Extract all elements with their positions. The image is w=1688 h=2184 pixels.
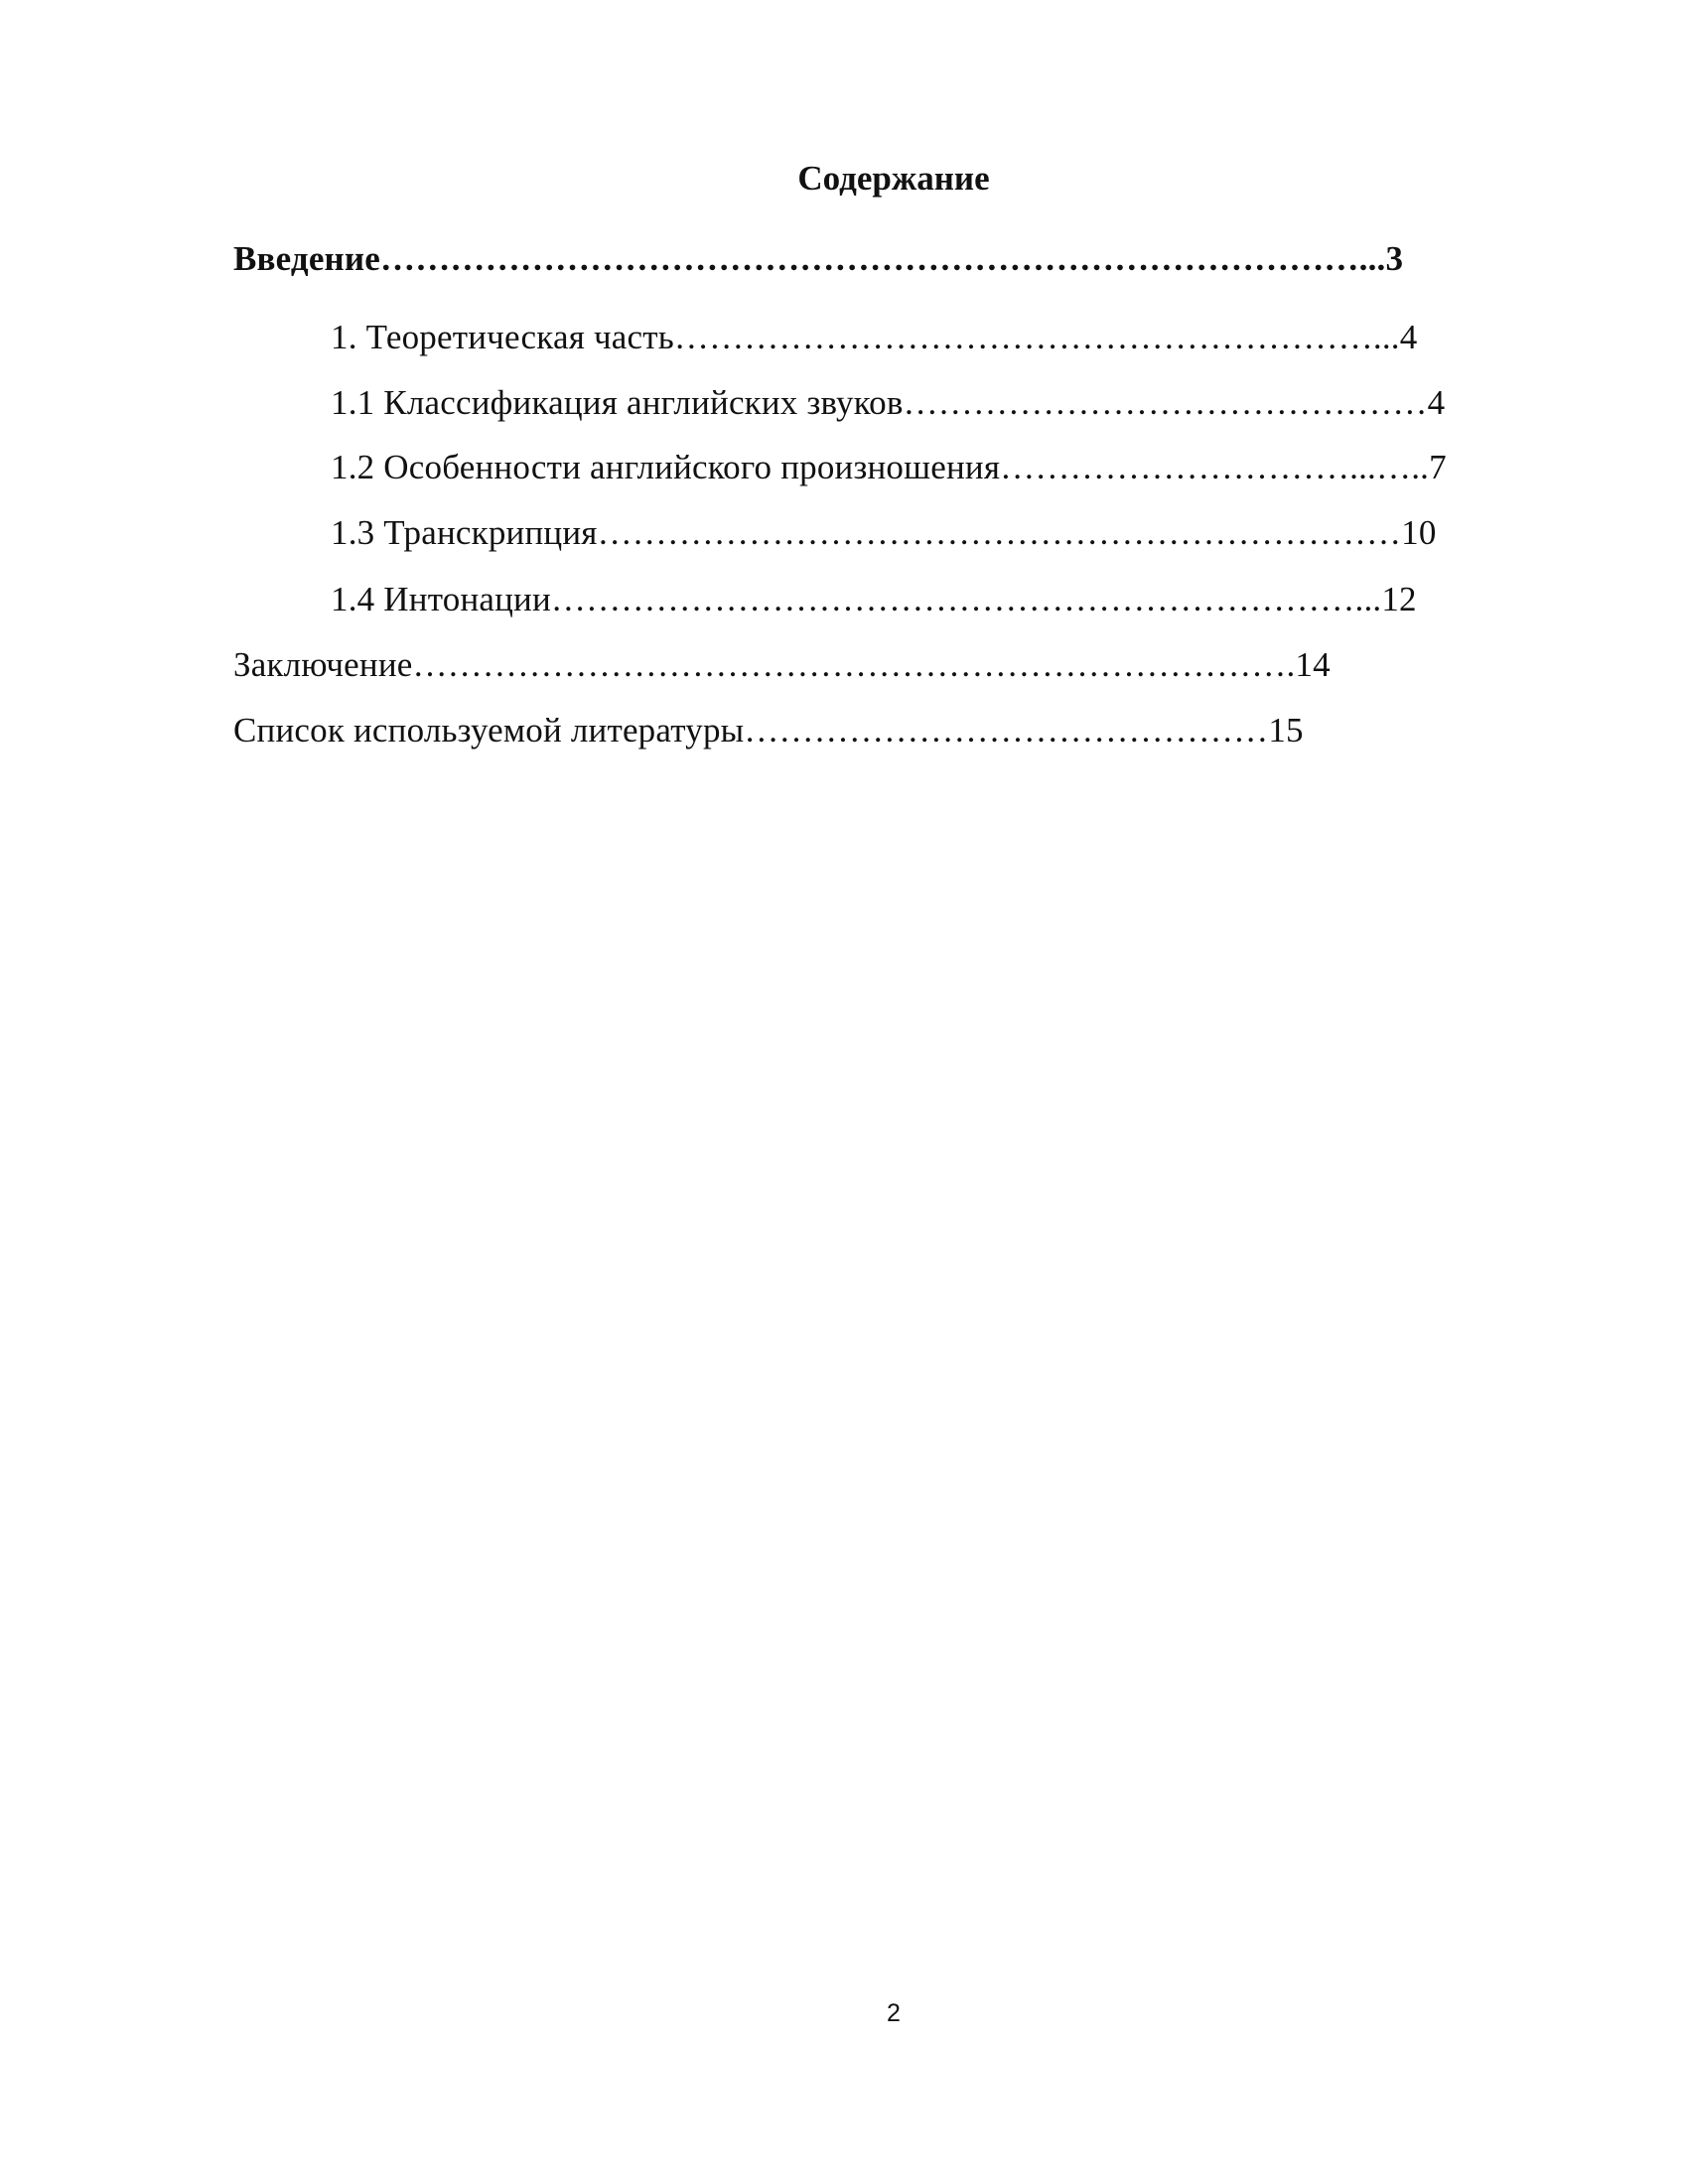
toc-entry-sound-classification: 1.1 Классификация английских звуков………………………………………4 (331, 383, 1446, 422)
toc-entry-pronunciation-features: 1.2 Особенности английского произношения…………………………...…..7 (331, 448, 1447, 486)
page-number: 2 (887, 1999, 901, 2027)
page-title: Содержание (797, 159, 990, 198)
toc-entry-references: Список используемой литературы………………………………………15 (233, 711, 1304, 750)
toc-entry-introduction: Введение…………………………………………………………………………...3 (233, 239, 1404, 278)
toc-entry-conclusion: Заключение………………………………………………………………….14 (233, 645, 1331, 684)
toc-entry-theoretical-part: 1. Теоретическая часть……………………………………………………...4 (331, 318, 1418, 356)
toc-entry-intonation: 1.4 Интонации……………………………………………………………...12 (331, 580, 1417, 618)
toc-entry-transcription: 1.3 Транскрипция……………………………………………………………10 (331, 513, 1437, 552)
